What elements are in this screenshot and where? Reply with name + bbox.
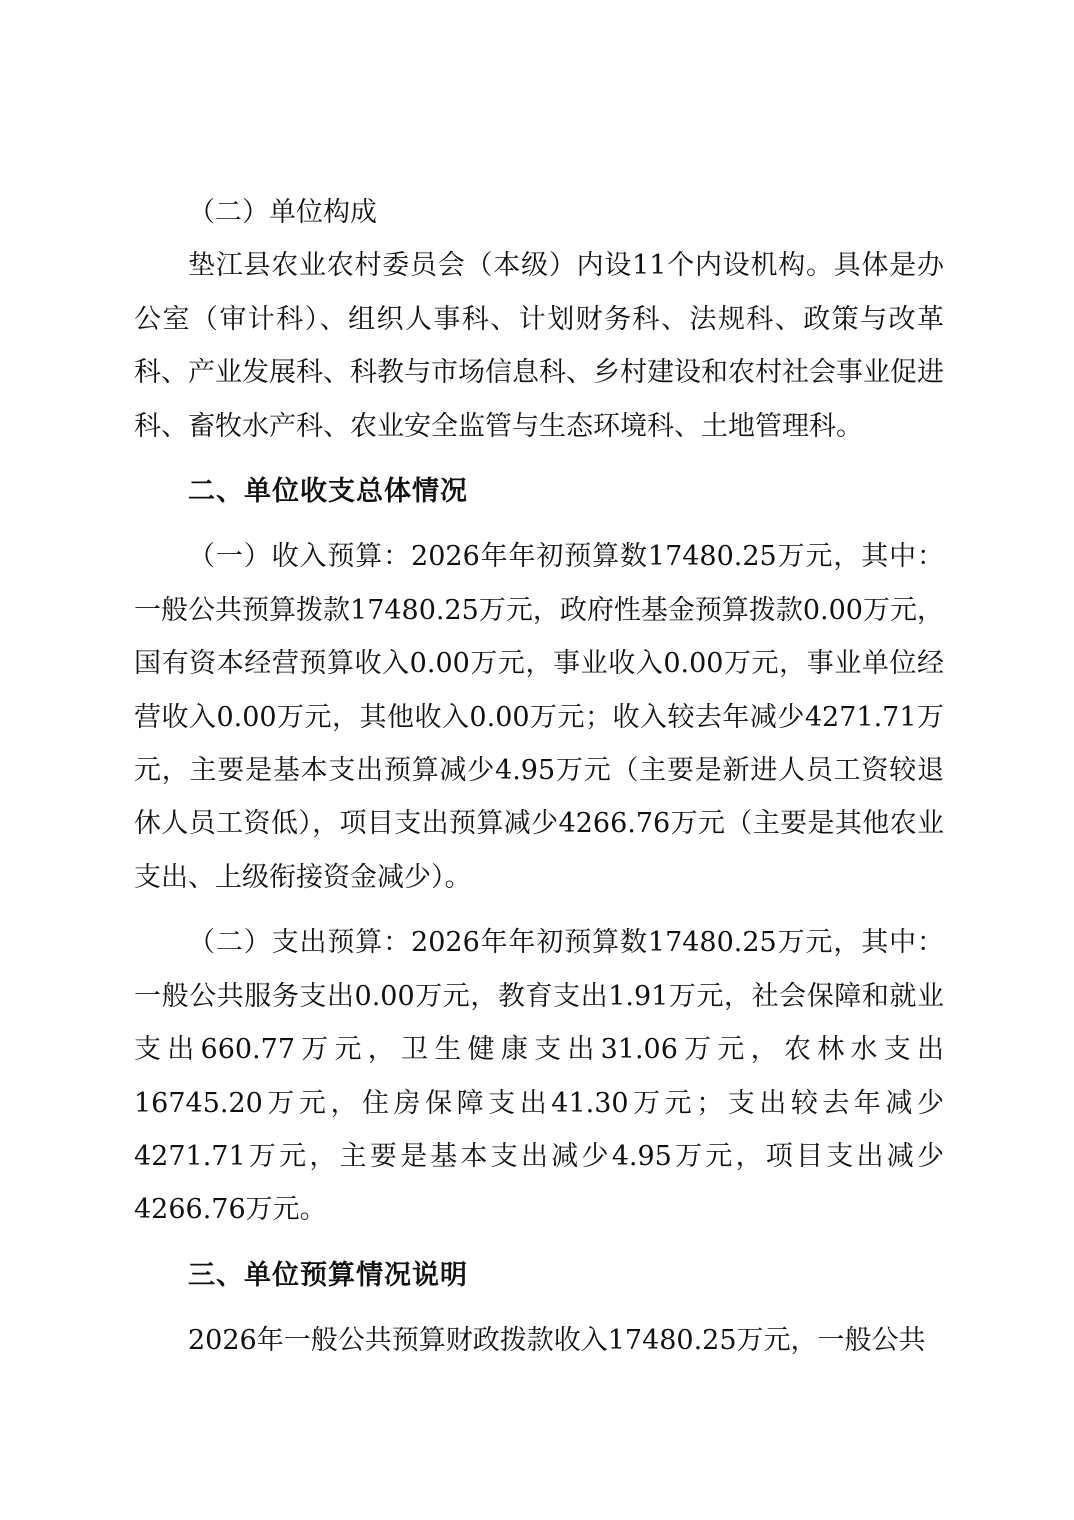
paragraph-internal-departments: 垫江县农业农村委员会（本级）内设11个内设机构。具体是办公室（审计科）、组织人事科、计划财务科、法规科、政策与改革科、产业发展科、科教与市场信息科、乡村建设和农村社会事业促进科、畜牧水产科、农业安全监管与生态环境科、土地管理科。 — [134, 250, 944, 442]
subsection-heading-unit-composition: （二）单位构成 — [188, 197, 377, 228]
paragraph-fiscal-appropriation: 2026年一般公共预算财政拨款收入17480.25万元，一般公共 — [188, 1325, 926, 1357]
section-heading-budget-explanation: 三、单位预算情况说明 — [188, 1259, 468, 1291]
paragraph-income-budget: （一）收入预算：2026年年初预算数17480.25万元，其中：一般公共预算拨款17480.25万元，政府性基金预算拨款0.00万元，国有资本经营预算收入0.00万元，事业收入0.00万元，事业单位经营收入0.00万元，其他收入0.00万元；收入较去年减少4271.71万元，主要是基本支出预算减少4.95万元（主要是新进人员工资较退休人员工资低），项目支出预算减少4266.76万元（主要是其他农业支出、上级衔接资金减少）。 — [134, 541, 944, 893]
paragraph-expenditure-budget: （二）支出预算：2026年年初预算数17480.25万元，其中：一般公共服务支出0.00万元，教育支出1.91万元，社会保障和就业支出660.77万元，卫生健康支出31.06万元，农林水支出16745.20万元，住房保障支出41.30万元；支出较去年减少4271.71万元，主要是基本支出减少4.95万元，项目支出减少4266.76万元。 — [134, 927, 944, 1226]
document-body — [134, 186, 944, 1368]
section-heading-income-expenditure: 二、单位收支总体情况 — [188, 476, 468, 508]
